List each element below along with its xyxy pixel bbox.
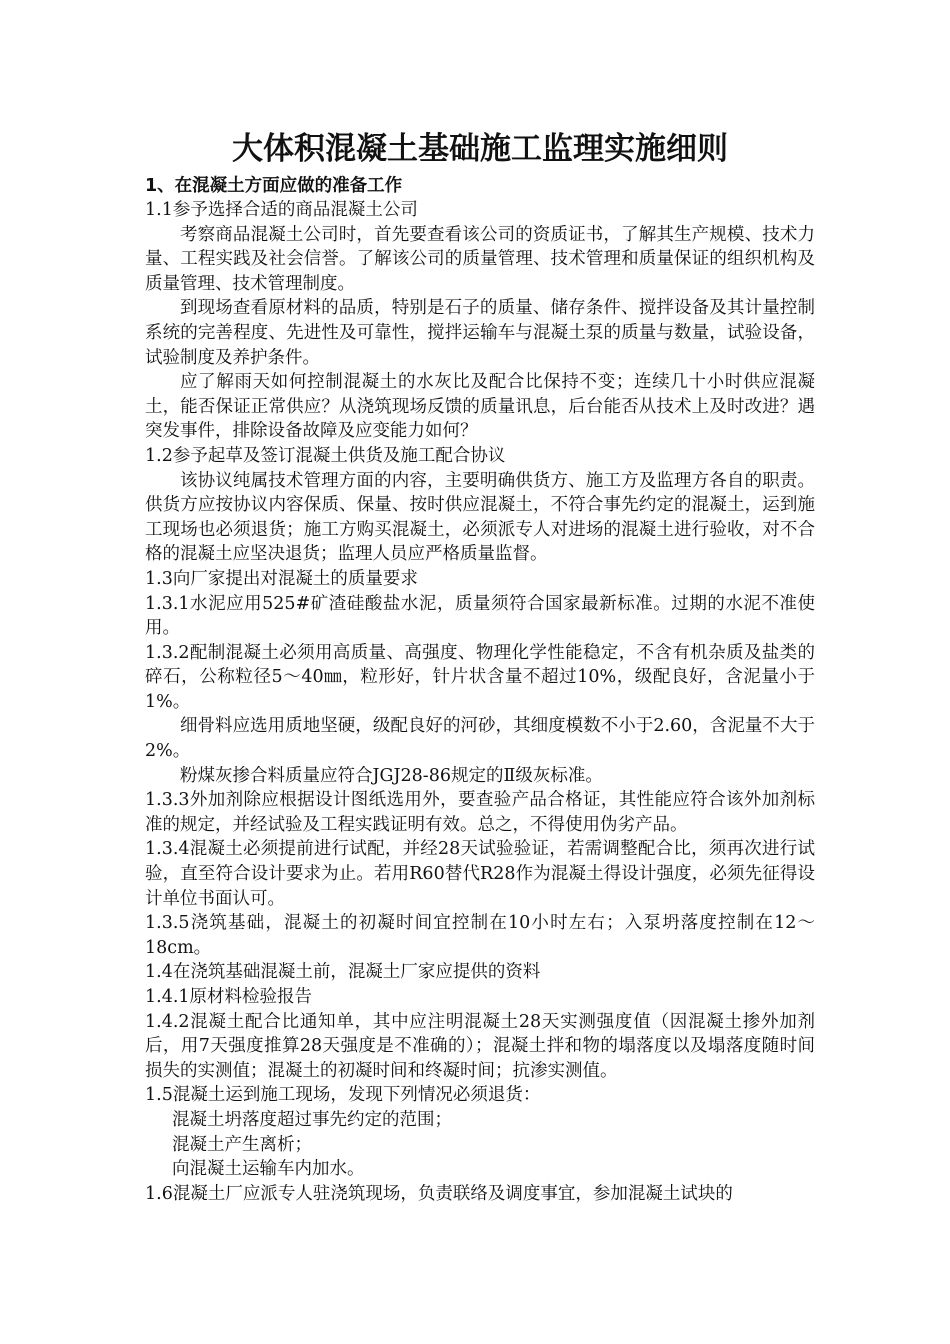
item-1-3-4: 1.3.4混凝土必须提前进行试配，并经28天试验验证，若需调整配合比，须再次进行试验，直至符合设计要求为止。若用R60替代R28作为混凝土得设计强度，必须先征得设计单位书面认可。 xyxy=(145,839,815,909)
item-1-4-1: 1.4.1原材料检验报告 xyxy=(145,987,313,1007)
section-heading-1: 1、在混凝土方面应做的准备工作 xyxy=(145,176,403,196)
list-item-slump: 混凝土坍落度超过事先约定的范围； xyxy=(172,1109,452,1130)
item-1-3-1: 1.3.1水泥应用525#矿渣硅酸盐水泥，质量须符合国家最新标准。过期的水泥不准使用。 xyxy=(145,593,815,639)
list-item-segregation: 混凝土产生离析； xyxy=(172,1134,312,1155)
subsection-title-1-2: 1.2参予起草及签订混凝土供货及施工配合协议 xyxy=(145,445,506,466)
document-body xyxy=(145,128,815,1206)
subsection-title-1-4: 1.4在浇筑基础混凝土前，混凝土厂家应提供的资料 xyxy=(145,962,541,983)
paragraph-fine-aggregate: 细骨料应选用质地坚硬，级配良好的河砂，其细度模数不小于2.60，含泥量不大于2%。 xyxy=(145,716,815,762)
subsection-title-1-3: 1.3向厂家提出对混凝土的质量要求 xyxy=(145,568,418,589)
document-title: 大体积混凝土基础施工监理实施细则 xyxy=(232,131,728,167)
item-1-3-3: 1.3.3外加剂除应根据设计图纸选用外，要查验产品合格证，其性能应符合该外加剂标准的规定，并经试验及工程实践证明有效。总之，不得使用伪劣产品。 xyxy=(145,790,815,835)
paragraph-1-2-a: 该协议纯属技术管理方面的内容，主要明确供货方、施工方及监理方各自的职责。供货方应按协议内容保质、保量、按时供应混凝土，不符合事先约定的混凝土，运到施工现场也必须退货；施工方购买混凝土，必须派专人对进场的混凝土进行验收，对不合格的混凝土应坚决退货；监理人员应严格质量监督。 xyxy=(145,470,815,565)
paragraph-1-1-a: 考察商品混凝土公司时，首先要查看该公司的资质证书，了解其生产规模、技术力量、工程实践及社会信誉。了解该公司的质量管理、技术管理和质量保证的组织机构及质量管理、技术管理制度。 xyxy=(145,224,815,294)
item-1-4-2: 1.4.2混凝土配合比通知单，其中应注明混凝土28天实测强度值（因混凝土掺外加剂后，用7天强度推算28天强度是不准确的）；混凝土拌和物的塌落度以及塌落度随时间损失的实测值；混凝土的初凝时间和终凝时间；抗渗实测值。 xyxy=(145,1011,815,1081)
list-item-water-added: 向混凝土运输车内加水。 xyxy=(172,1159,365,1180)
subsection-title-1-1: 1.1参予选择合适的商品混凝土公司 xyxy=(145,200,418,220)
item-1-3-2: 1.3.2配制混凝土必须用高质量、高强度、物理化学性能稳定，不含有机杂质及盐类的碎石，公称粒径5～40㎜，粒形好，针片状含量不超过10%，级配良好，含泥量小于1%。 xyxy=(145,642,815,712)
item-1-3-5: 1.3.5浇筑基础，混凝土的初凝时间宜控制在10小时左右；入泵坍落度控制在12～18cm。 xyxy=(145,913,815,958)
paragraph-1-1-c: 应了解雨天如何控制混凝土的水灰比及配合比保持不变；连续几十小时供应混凝土，能否保证正常供应？从浇筑现场反馈的质量讯息，后台能否从技术上及时改进？遇突发事件，排除设备故障及应变能力如何？ xyxy=(145,372,815,442)
paragraph-1-1-b: 到现场查看原材料的品质，特别是石子的质量、储存条件、搅拌设备及其计量控制系统的完善程度、先进性及可靠性，搅拌运输车与混凝土泵的质量与数量，试验设备，试验制度及养护条件。 xyxy=(145,298,815,368)
subsection-title-1-5: 1.5混凝土运到施工现场，发现下列情况必须退货： xyxy=(145,1085,541,1106)
paragraph-fly-ash: 粉煤灰掺合料质量应符合JGJ28-86规定的Ⅱ级灰标准。 xyxy=(180,765,603,786)
subsection-title-1-6: 1.6混凝土厂应派专人驻浇筑现场，负责联络及调度事宜，参加混凝土试块的 xyxy=(145,1183,733,1204)
